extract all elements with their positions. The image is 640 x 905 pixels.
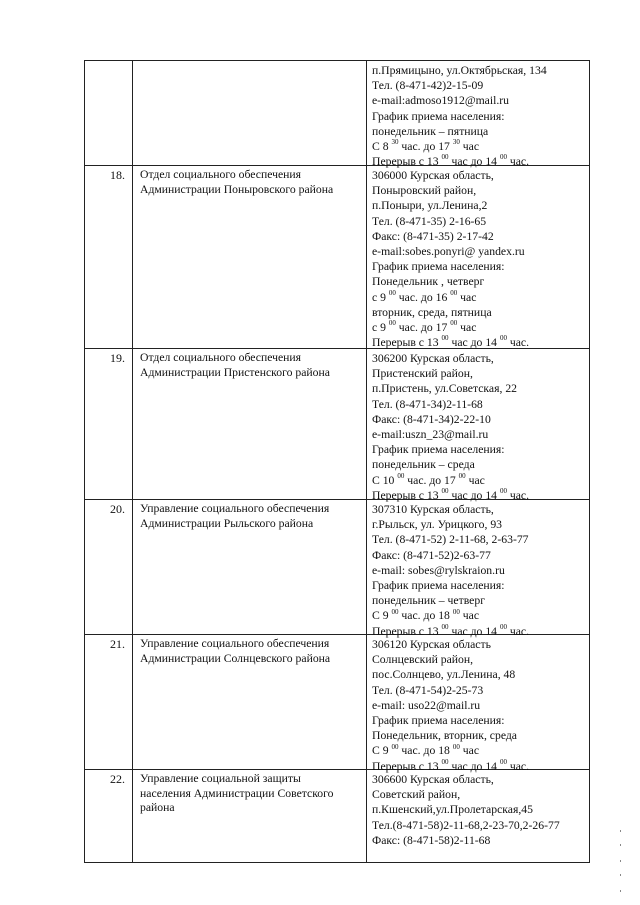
table-row <box>85 769 589 862</box>
contact-line: Тел. (8-471-42)2-15-09 <box>372 79 484 93</box>
organization-name <box>133 349 367 499</box>
contact-line: e-mail:sobes.ponyri@ yandex.ru <box>372 245 525 259</box>
contact-line: пос.Солнцево, ул.Ленина, 48 <box>372 668 516 682</box>
contact-info <box>367 635 589 773</box>
contact-line: Факс: (8-471-52)2-63-77 <box>372 548 491 562</box>
contact-line: Тел. (8-471-35) 2-16-65 <box>372 214 487 228</box>
contact-line: Пристенский район, <box>372 367 473 381</box>
contact-line: Солнцевский район, <box>372 653 474 667</box>
row-number <box>85 61 133 165</box>
organization-line: Управление социального обеспечения <box>140 637 330 650</box>
row-number: 20. <box>85 500 133 634</box>
contact-line: п.Прямицыно, ул.Октябрьская, 134 <box>372 64 547 77</box>
contact-line: Перерыв с 13 $^{00}$ час до 14 $^{00}$ час. <box>372 757 530 773</box>
time-minutes: 00 <box>388 319 396 328</box>
time-minutes: 00 <box>441 757 449 766</box>
time-minutes: 00 <box>391 742 399 751</box>
contact-line: Факс: (8-471-34)2-22-10 <box>372 412 491 426</box>
contact-line: понедельник – пятница <box>372 124 489 138</box>
time-minutes: 00 <box>452 742 460 751</box>
contact-line: п.Поныри, ул.Ленина,2 <box>372 199 488 213</box>
time-minutes: 00 <box>499 334 507 343</box>
time-minutes: 00 <box>499 153 507 162</box>
organization-line: населения Администрации Советского <box>140 786 334 800</box>
contact-info <box>367 500 589 638</box>
contact-line: Перерыв с 13 $^{00}$ час до 14 $^{00}$ час. <box>372 334 530 350</box>
organization-line: Управление социального обеспечения <box>140 502 330 515</box>
contact-line: понедельник – четверг <box>372 594 486 608</box>
contact-line: Тел. (8-471-52) 2-11-68, 2-63-77 <box>372 533 529 547</box>
contact-line: e-mail:admoso1912@mail.ru <box>372 94 510 108</box>
contact-line: С 9 $^{00}$ час. до 18 $^{00}$ час <box>372 742 480 758</box>
contact-line: e-mail: uso22@mail.ru <box>372 698 481 712</box>
contact-line: Перерыв с 13 $^{00}$ час до 14 $^{00}$ час. <box>372 486 530 502</box>
contact-line: г.Рыльск, ул. Урицкого, 93 <box>372 518 503 532</box>
time-minutes: 00 <box>441 153 449 162</box>
contact-line: Факс: (8-471-58)2-11-68 <box>372 833 491 847</box>
contact-info <box>367 166 589 348</box>
table-row <box>85 634 589 773</box>
contact-line: С 9 $^{00}$ час. до 18 $^{00}$ час <box>372 607 480 623</box>
contact-line: График приема населения: <box>372 443 505 457</box>
contact-info <box>367 61 589 169</box>
time-minutes: 00 <box>397 471 405 480</box>
time-minutes: 00 <box>452 607 460 616</box>
table-row <box>85 165 589 348</box>
contact-line: Советский район, <box>372 788 461 802</box>
contact-line: 306600 Курская область, <box>372 773 494 786</box>
organization-name <box>133 166 367 348</box>
contact-line: Тел.(8-471-58)2-11-68,2-23-70,2-26-77 <box>372 818 560 832</box>
contact-line: с 9 $^{00}$ час. до 17 $^{00}$ час <box>372 319 477 335</box>
time-minutes: 00 <box>441 622 449 631</box>
contact-line: e-mail: sobes@rylskraion.ru <box>372 563 505 577</box>
time-minutes: 00 <box>499 486 507 495</box>
contact-line: п.Пристень, ул.Советская, 22 <box>372 382 518 396</box>
time-minutes: 00 <box>458 471 466 480</box>
time-minutes: 00 <box>441 334 449 343</box>
organization-line: Администрации Поныровского района <box>140 182 334 196</box>
contact-line: e-mail:uszn_23@mail.ru <box>372 428 489 442</box>
table-row <box>85 60 589 169</box>
row-number: 19. <box>85 349 133 499</box>
contact-line: Понедельник , четверг <box>372 275 485 289</box>
contact-line: Факс: (8-471-35) 2-17-42 <box>372 229 494 243</box>
contact-line: с 9 $^{00}$ час. до 16 $^{00}$ час <box>372 288 477 304</box>
organization-line: Отдел социального обеспечения <box>140 351 302 364</box>
row-number: 21. <box>85 635 133 769</box>
contact-info <box>367 770 589 862</box>
contact-line: Поныровский район, <box>372 184 477 198</box>
time-minutes: 00 <box>499 622 507 631</box>
contact-info <box>367 349 589 502</box>
organization-line: Администрации Рыльского района <box>140 516 314 530</box>
contact-line: Понедельник, вторник, среда <box>372 729 517 743</box>
time-minutes: 30 <box>391 138 399 147</box>
contact-line: 307310 Курская область, <box>372 503 494 516</box>
time-minutes: 00 <box>441 486 449 495</box>
organization-name <box>133 770 367 862</box>
time-minutes: 00 <box>388 288 396 297</box>
row-number: 18. <box>85 166 133 348</box>
organization-line: района <box>140 801 175 814</box>
contact-line: понедельник – среда <box>372 458 475 472</box>
contact-line: График приема населения: <box>372 579 505 593</box>
organization-line: Администрации Пристенского района <box>140 365 330 379</box>
contact-line: Тел. (8-471-54)2-25-73 <box>372 683 484 697</box>
contact-line: График приема населения: <box>372 109 505 123</box>
organization-line: Администрации Солнцевского района <box>140 651 331 665</box>
time-minutes: 00 <box>450 288 458 297</box>
organization-line: Отдел социального обеспечения <box>140 168 302 181</box>
time-minutes: 00 <box>391 607 399 616</box>
contact-line: С 8 $^{30}$ час. до 17 $^{30}$ час <box>372 138 480 154</box>
time-minutes: 00 <box>499 757 507 766</box>
contact-line: График приема населения: <box>372 260 505 274</box>
contact-line: 306000 Курская область, <box>372 169 494 182</box>
organization-line: Управление социальной защиты <box>140 772 301 785</box>
row-number: 22. <box>85 770 133 862</box>
contact-line: Перерыв с 13 $^{00}$ час до 14 $^{00}$ час. <box>372 622 530 638</box>
time-minutes: 00 <box>450 319 458 328</box>
contact-line: Перерыв с 13 $^{00}$ час до 14 $^{00}$ час. <box>372 153 530 169</box>
contact-line: 306200 Курская область, <box>372 352 494 365</box>
contact-line: График приема населения: <box>372 714 505 728</box>
organization-name <box>133 500 367 634</box>
offices-table <box>84 60 590 863</box>
scan-specks <box>620 830 626 900</box>
contact-line: п.Кшенский,ул.Пролетарская,45 <box>372 803 533 817</box>
organization-name <box>133 61 367 165</box>
organization-name <box>133 635 367 769</box>
contact-line: вторник, среда, пятница <box>372 305 492 319</box>
contact-line: Тел. (8-471-34)2-11-68 <box>372 397 483 411</box>
time-minutes: 30 <box>452 138 460 147</box>
contact-line: 306120 Курская область <box>372 638 491 651</box>
table-row <box>85 348 589 502</box>
contact-line: С 10 $^{00}$ час. до 17 $^{00}$ час <box>372 471 485 487</box>
table-row <box>85 499 589 638</box>
